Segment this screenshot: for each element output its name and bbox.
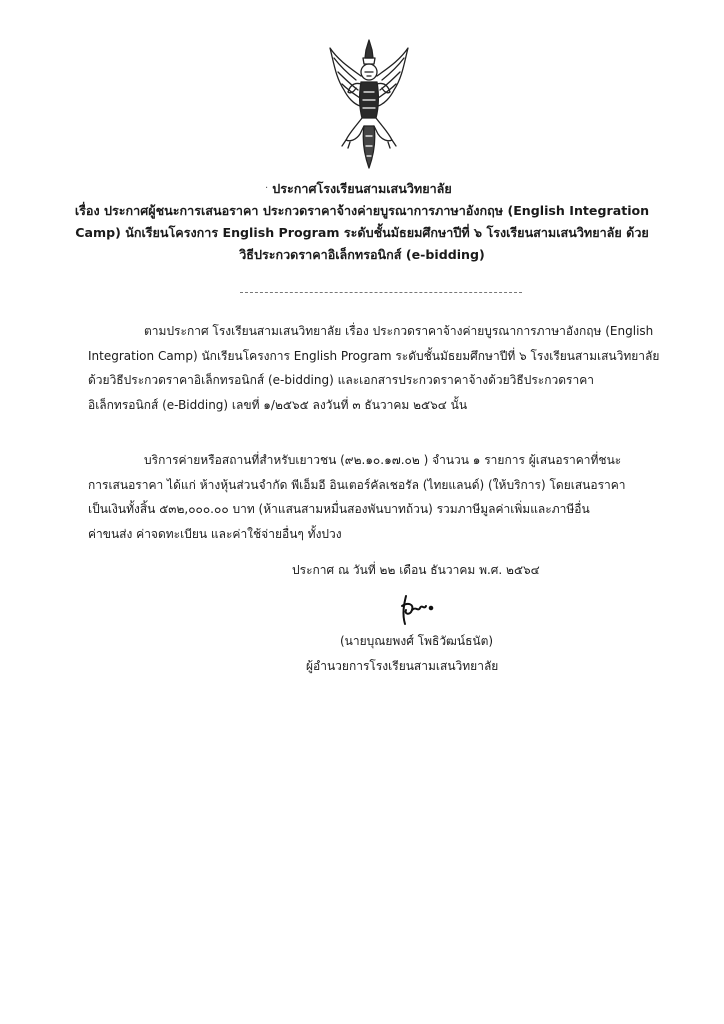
- subject-line: Camp) นักเรียนโครงการ English Program ระดับชั้นมัธยมศึกษาปีที่ ๖ โรงเรียนสามเสนวิทยาลัย ด้วย: [75, 225, 649, 240]
- document-heading: [70, 178, 654, 266]
- body-paragraph-reference: [88, 319, 660, 417]
- paragraph-line: อิเล็กทรอนิกส์ (e-Bidding) เลขที่ ๑/๒๕๖๕ ลงวันที่ ๓ ธันวาคม ๒๕๖๔ นั้น: [88, 397, 468, 412]
- paragraph-line: การเสนอราคา ได้แก่ ห้างหุ้นส่วนจำกัด พีเอ็มอี อินเตอร์คัลเชอรัล (ไทยแลนด์) (ให้บริการ) โดยเสนอราคา: [88, 477, 626, 492]
- dashed-divider: [240, 292, 522, 293]
- announcement-date: ประกาศ ณ วันที่ ๒๒ เดือน ธันวาคม พ.ศ. ๒๕๖๔: [292, 563, 540, 577]
- paragraph-line: Integration Camp) นักเรียนโครงการ English Program ระดับชั้นมัธยมศึกษาปีที่ ๖ โรงเรียนสามเสนวิทยาลัย: [88, 348, 660, 363]
- paragraph-line: บริการค่ายหรือสถานที่สำหรับเยาวชน (๙๒.๑๐.๑๗.๐๒ ) จำนวน ๑ รายการ ผู้เสนอราคาที่ชนะ: [144, 453, 622, 467]
- stray-dot: ·: [265, 183, 269, 194]
- paragraph-line: ค่าขนส่ง ค่าจดทะเบียน และค่าใช้จ่ายอื่นๆ ทั้งปวง: [88, 526, 342, 541]
- signer-position: ผู้อำนวยการโรงเรียนสามเสนวิทยาลัย: [306, 659, 499, 673]
- body-paragraph-winner: [88, 448, 640, 546]
- page-title: ประกาศโรงเรียนสามเสนวิทยาลัย: [272, 181, 452, 196]
- paragraph-line: เป็นเงินทั้งสิ้น ๕๓๒,๐๐๐.๐๐ บาท (ห้าแสนสามหมื่นสองพันบาทถ้วน) รวมภาษีมูลค่าเพิ่มและภาษีอื่น: [88, 502, 590, 516]
- paragraph-line: ด้วยวิธีประกวดราคาอิเล็กทรอนิกส์ (e-bidding) และเอกสารประกวดราคาจ้างด้วยวิธีประกวดราคา: [88, 373, 594, 387]
- signer-name: (นายบุณยพงศ์ โพธิวัฒน์ธนัต): [340, 634, 494, 648]
- subject-line: เรื่อง ประกาศผู้ชนะการเสนอราคา ประกวดราคาจ้างค่ายบูรณาการภาษาอังกฤษ (English Integration: [74, 203, 650, 218]
- subject-line: วิธีประกวดราคาอิเล็กทรอนิกส์ (e-bidding): [239, 247, 485, 262]
- garuda-emblem-icon: [326, 36, 412, 176]
- signature-icon: [396, 592, 442, 628]
- paragraph-line: ตามประกาศ โรงเรียนสามเสนวิทยาลัย เรื่อง ประกวดราคาจ้างค่ายบูรณาการภาษาอังกฤษ (English: [144, 324, 654, 338]
